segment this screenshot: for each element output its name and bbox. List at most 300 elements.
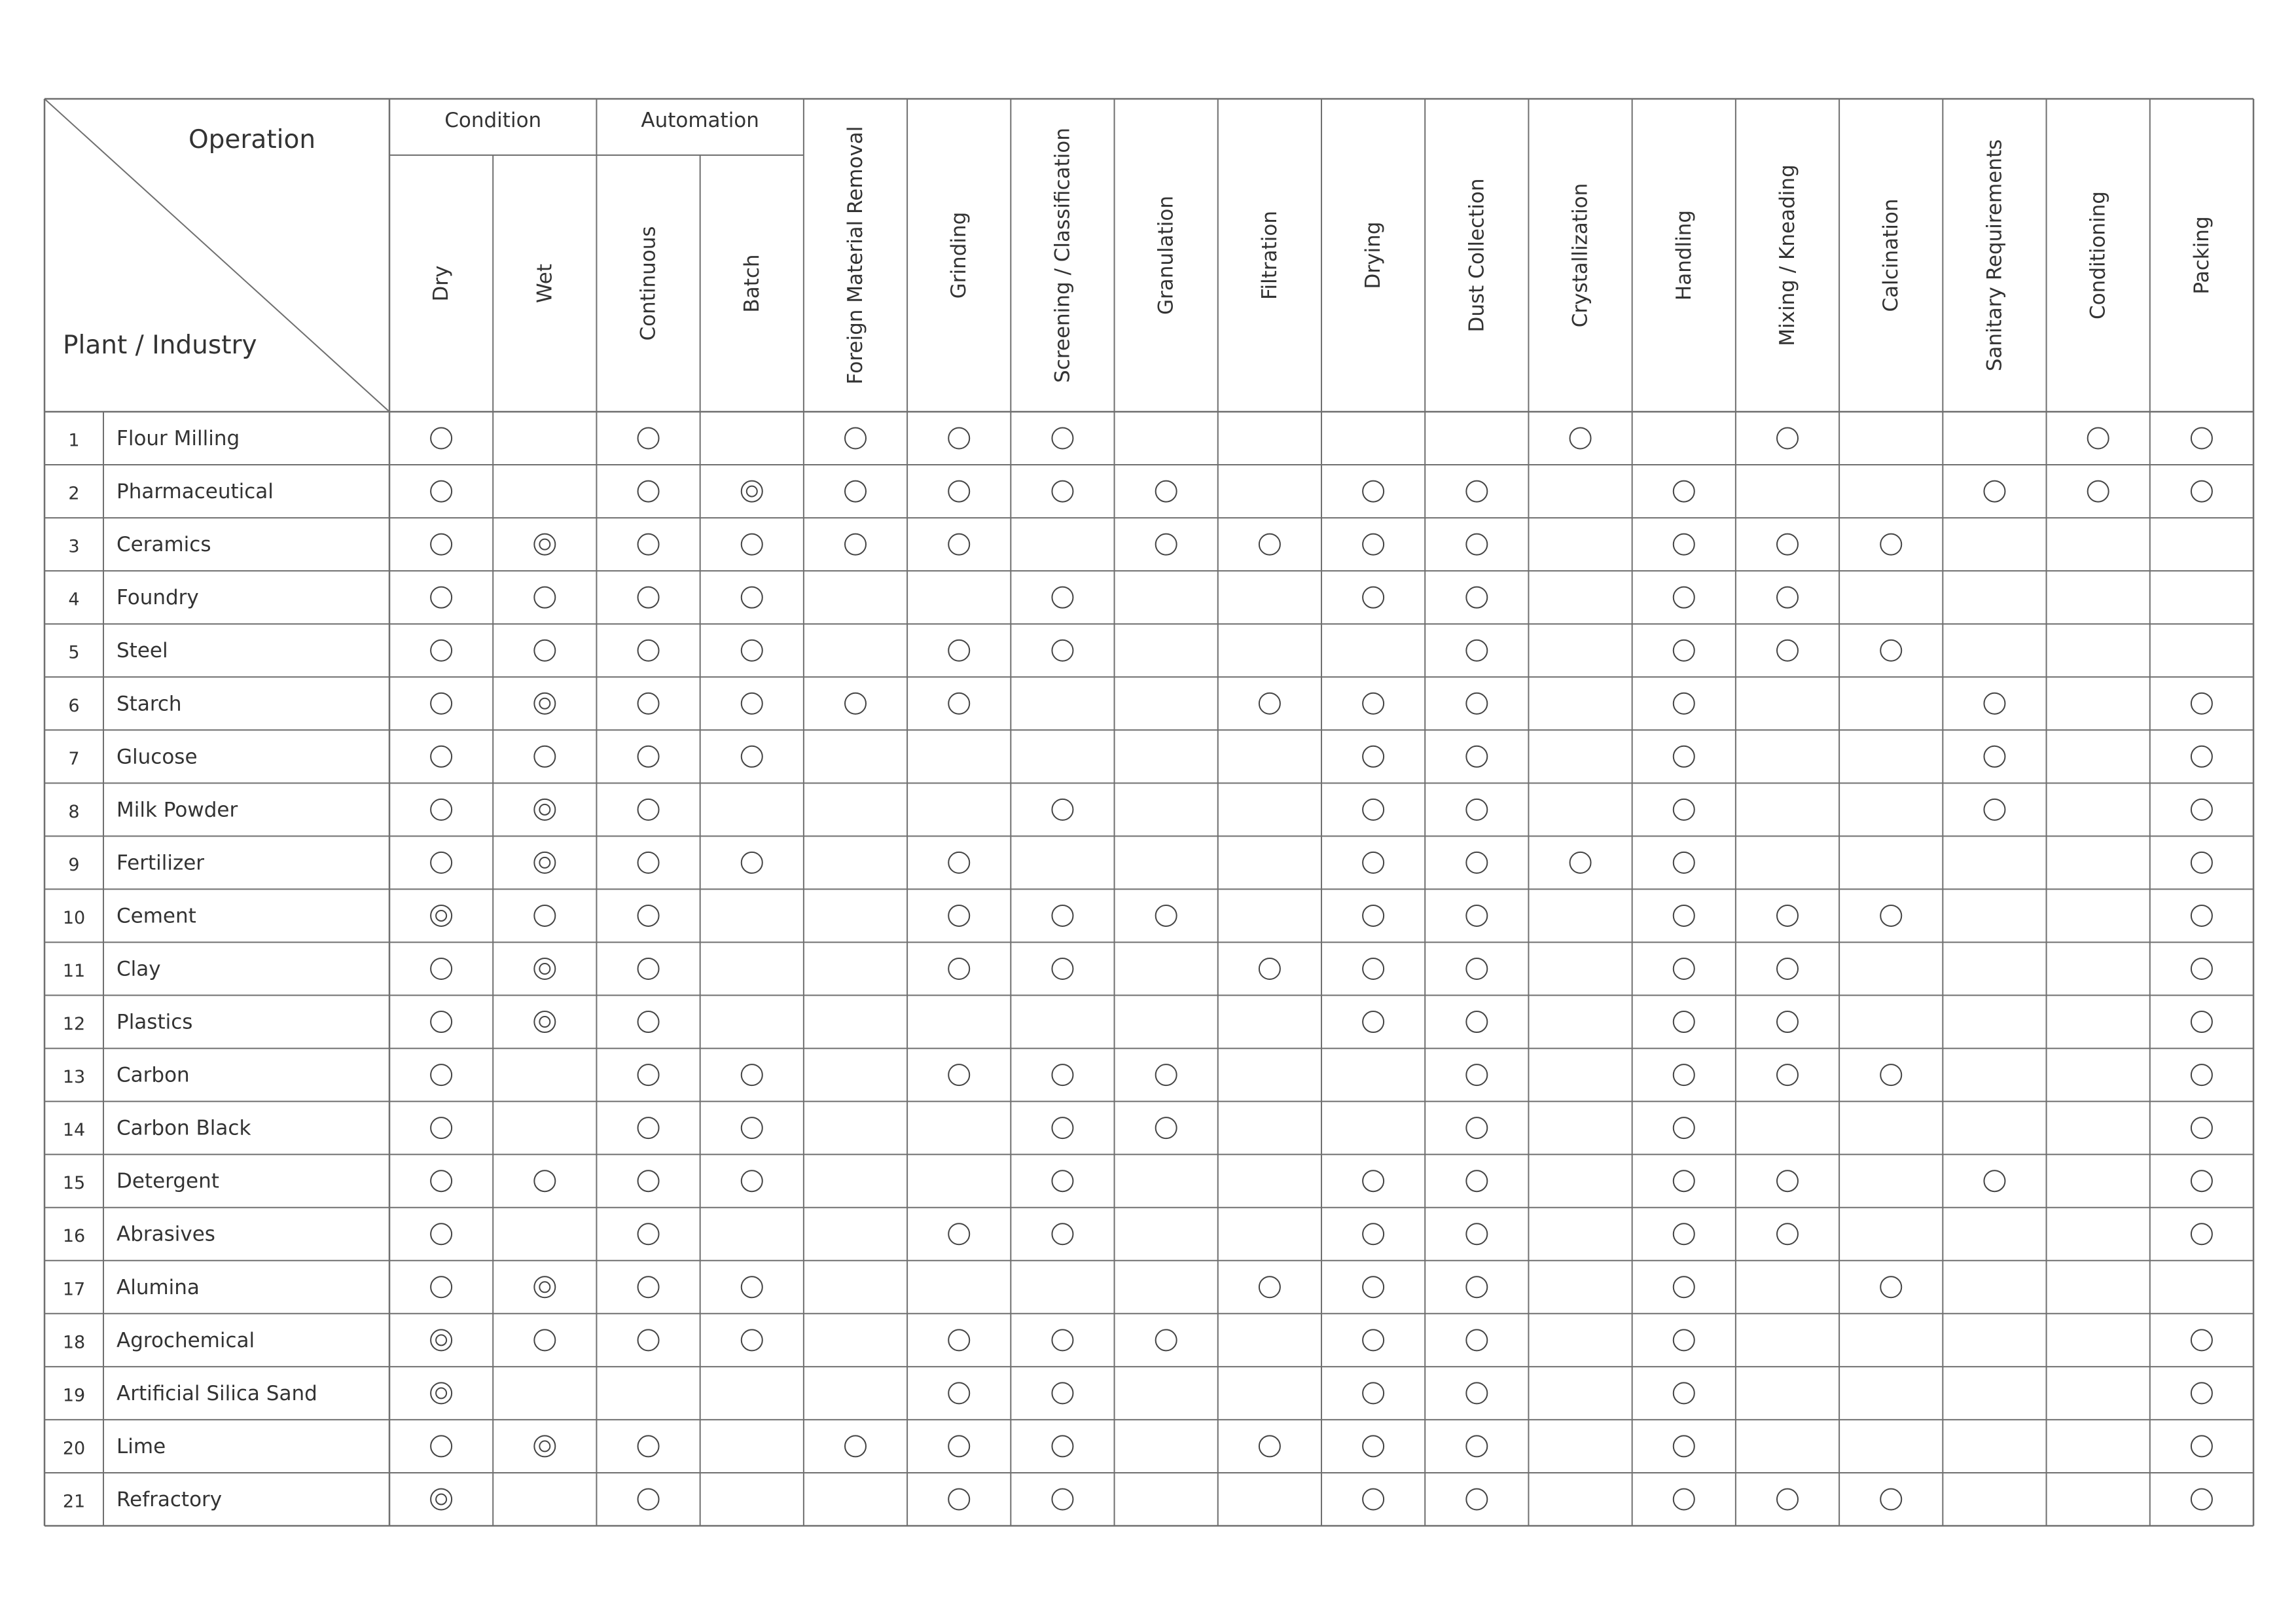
circle-mark	[431, 1276, 452, 1297]
circle-mark	[1570, 852, 1591, 873]
circle-mark	[2191, 852, 2212, 873]
circle-mark	[742, 1170, 762, 1191]
circle-mark	[431, 852, 452, 873]
double-circle-mark	[431, 1489, 452, 1509]
column-header-handling: Handling	[1672, 209, 1696, 301]
circle-mark	[638, 640, 659, 661]
circle-mark	[1674, 1329, 1695, 1350]
double-circle-mark	[534, 1435, 555, 1456]
group-header-automation: Automation	[641, 109, 759, 132]
circle-mark	[1466, 852, 1487, 873]
circle-mark	[1570, 428, 1591, 449]
circle-mark	[2191, 905, 2212, 926]
double-circle-mark	[534, 1276, 555, 1297]
circle-mark	[1777, 534, 1798, 555]
plant-industry-name: Foundry	[117, 586, 199, 610]
table-row	[63, 1011, 2212, 1035]
circle-mark	[638, 1489, 659, 1509]
circle-mark	[742, 640, 762, 661]
plant-industry-name: Agrochemical	[117, 1328, 255, 1352]
plant-industry-name: Alumina	[117, 1275, 200, 1299]
row-number: 16	[62, 1226, 86, 1247]
circle-mark	[1674, 1117, 1695, 1138]
double-circle-mark	[534, 852, 555, 873]
column-header-dry: Dry	[429, 265, 454, 302]
circle-mark	[1363, 1435, 1384, 1456]
circle-mark	[2191, 1489, 2212, 1509]
circle-mark	[2191, 428, 2212, 449]
column-header-drying: Drying	[1361, 221, 1386, 289]
plant-industry-name: Fertilizer	[117, 851, 205, 875]
circle-mark	[1674, 1064, 1695, 1085]
circle-mark	[638, 958, 659, 979]
double-circle-mark	[534, 958, 555, 979]
circle-mark	[1363, 534, 1384, 555]
circle-mark	[948, 1223, 969, 1244]
column-header-granulation: Granulation	[1154, 195, 1178, 316]
circle-mark	[1052, 958, 1073, 979]
double-circle-inner-mark	[539, 964, 550, 974]
circle-mark	[1052, 481, 1073, 502]
circle-mark	[948, 852, 969, 873]
circle-mark	[534, 746, 555, 767]
double-circle-inner-mark	[539, 1441, 550, 1451]
circle-mark	[742, 587, 762, 608]
double-circle-inner-mark	[436, 1388, 446, 1398]
circle-mark	[1363, 905, 1384, 926]
table-row	[63, 1223, 2212, 1247]
circle-mark	[1466, 958, 1487, 979]
circle-mark	[638, 799, 659, 820]
plant-industry-name: Ceramics	[117, 533, 211, 557]
circle-mark	[1363, 587, 1384, 608]
circle-mark	[1984, 799, 2005, 820]
column-header-batch: Batch	[740, 254, 764, 313]
circle-mark	[1674, 587, 1695, 608]
circle-mark	[638, 1329, 659, 1350]
circle-mark	[1777, 1064, 1798, 1085]
circle-mark	[1984, 481, 2005, 502]
circle-mark	[1880, 1276, 1901, 1297]
row-number: 14	[62, 1120, 86, 1141]
circle-mark	[1777, 905, 1798, 926]
circle-mark	[1052, 1435, 1073, 1456]
circle-mark	[1674, 905, 1695, 926]
group-header-condition: Condition	[444, 109, 542, 132]
circle-mark	[948, 534, 969, 555]
circle-mark	[638, 428, 659, 449]
circle-mark	[2191, 1382, 2212, 1403]
circle-mark	[1674, 1276, 1695, 1297]
table-row	[63, 1435, 2212, 1459]
circle-mark	[534, 905, 555, 926]
circle-mark	[1466, 1170, 1487, 1191]
circle-mark	[431, 693, 452, 714]
row-number: 13	[62, 1067, 86, 1088]
circle-mark	[1777, 958, 1798, 979]
circle-mark	[638, 1064, 659, 1085]
circle-mark	[742, 1276, 762, 1297]
circle-mark	[1363, 1223, 1384, 1244]
circle-mark	[1052, 1223, 1073, 1244]
circle-mark	[1052, 587, 1073, 608]
circle-mark	[1363, 958, 1384, 979]
circle-mark	[1880, 905, 1901, 926]
circle-mark	[1156, 1117, 1177, 1138]
circle-mark	[1052, 1064, 1073, 1085]
circle-mark	[1984, 746, 2005, 767]
double-circle-inner-mark	[539, 804, 550, 815]
row-number: 19	[62, 1385, 86, 1406]
double-circle-inner-mark	[436, 1335, 446, 1345]
circle-mark	[1466, 799, 1487, 820]
circle-mark	[2191, 693, 2212, 714]
circle-mark	[1674, 1489, 1695, 1509]
double-circle-mark	[431, 1382, 452, 1403]
circle-mark	[742, 1329, 762, 1350]
plant-industry-name: Carbon Black	[117, 1116, 251, 1140]
row-number: 18	[62, 1332, 86, 1353]
circle-mark	[948, 640, 969, 661]
circle-mark	[948, 428, 969, 449]
circle-mark	[2191, 1329, 2212, 1350]
circle-mark	[2088, 481, 2109, 502]
circle-mark	[1880, 1064, 1901, 1085]
circle-mark	[845, 693, 866, 714]
table-row	[68, 639, 1901, 663]
double-circle-inner-mark	[436, 911, 446, 921]
circle-mark	[1466, 1489, 1487, 1509]
circle-mark	[534, 1170, 555, 1191]
circle-mark	[742, 693, 762, 714]
double-circle-inner-mark	[539, 857, 550, 868]
double-circle-mark	[534, 693, 555, 714]
circle-mark	[1052, 1170, 1073, 1191]
table-row	[63, 904, 2212, 928]
circle-mark	[431, 1011, 452, 1032]
circle-mark	[742, 534, 762, 555]
circle-mark	[1466, 534, 1487, 555]
circle-mark	[2191, 746, 2212, 767]
plant-industry-name: Refractory	[117, 1487, 223, 1511]
plant-industry-name: Detergent	[117, 1169, 219, 1193]
circle-mark	[1156, 481, 1177, 502]
circle-mark	[1880, 534, 1901, 555]
table-row	[63, 1170, 2212, 1194]
circle-mark	[431, 534, 452, 555]
plant-industry-name: Milk Powder	[117, 798, 238, 822]
column-header-continuous: Continuous	[636, 226, 660, 341]
circle-mark	[1674, 1223, 1695, 1244]
circle-mark	[1156, 905, 1177, 926]
double-circle-inner-mark	[436, 1494, 446, 1504]
circle-mark	[1466, 481, 1487, 502]
double-circle-inner-mark	[747, 486, 757, 497]
circle-mark	[1466, 1276, 1487, 1297]
column-header-mixing-kneading: Mixing / Kneading	[1776, 164, 1799, 346]
circle-mark	[1466, 1064, 1487, 1085]
circle-mark	[1363, 481, 1384, 502]
circle-mark	[1674, 1011, 1695, 1032]
column-header-filtration: Filtration	[1257, 210, 1282, 300]
circle-mark	[431, 481, 452, 502]
circle-mark	[431, 1170, 452, 1191]
circle-mark	[1259, 693, 1280, 714]
circle-mark	[1466, 693, 1487, 714]
circle-mark	[1156, 1329, 1177, 1350]
circle-mark	[2191, 1435, 2212, 1456]
table-row	[63, 1276, 1901, 1300]
circle-mark	[1052, 1382, 1073, 1403]
circle-mark	[638, 693, 659, 714]
circle-mark	[1259, 958, 1280, 979]
circle-mark	[1674, 958, 1695, 979]
double-circle-mark	[534, 799, 555, 820]
row-number: 20	[62, 1438, 86, 1459]
circle-mark	[845, 481, 866, 502]
circle-mark	[948, 1064, 969, 1085]
row-number: 21	[62, 1491, 86, 1512]
plant-industry-name: Artificial Silica Sand	[117, 1381, 317, 1405]
circle-mark	[1363, 852, 1384, 873]
circle-mark	[948, 958, 969, 979]
circle-mark	[2191, 1011, 2212, 1032]
table-row	[63, 1064, 2212, 1088]
row-number: 11	[62, 961, 86, 981]
circle-mark	[431, 1435, 452, 1456]
circle-mark	[1259, 534, 1280, 555]
circle-mark	[845, 1435, 866, 1456]
circle-mark	[948, 693, 969, 714]
double-circle-inner-mark	[539, 539, 550, 550]
table-row	[63, 958, 2212, 982]
table-grid	[45, 99, 2253, 1526]
column-header-conditioning: Conditioning	[2086, 191, 2110, 319]
row-number: 7	[68, 748, 80, 769]
circle-mark	[2191, 799, 2212, 820]
circle-mark	[1674, 1382, 1695, 1403]
circle-mark	[1777, 428, 1798, 449]
circle-mark	[948, 905, 969, 926]
column-header-calcination: Calcination	[1879, 198, 1903, 312]
circle-mark	[948, 1435, 969, 1456]
row-number: 8	[68, 801, 80, 822]
circle-mark	[1674, 640, 1695, 661]
circle-mark	[1674, 1435, 1695, 1456]
row-number: 9	[68, 854, 80, 875]
circle-mark	[638, 1276, 659, 1297]
circle-mark	[431, 1064, 452, 1085]
circle-mark	[2191, 1170, 2212, 1191]
column-header-foreign-material-removal: Foreign Material Removal	[844, 126, 867, 385]
column-header-sanitary-requirements: Sanitary Requirements	[1982, 139, 2007, 372]
circle-mark	[1466, 1382, 1487, 1403]
circle-mark	[1052, 905, 1073, 926]
circle-mark	[948, 1382, 969, 1403]
column-header-grinding: Grinding	[947, 211, 971, 299]
circle-mark	[1156, 534, 1177, 555]
circle-mark	[1984, 693, 2005, 714]
circle-mark	[1259, 1435, 1280, 1456]
table-body	[63, 427, 2212, 1511]
circle-mark	[638, 1170, 659, 1191]
circle-mark	[845, 428, 866, 449]
circle-mark	[948, 481, 969, 502]
circle-mark	[948, 1489, 969, 1509]
circle-mark	[845, 534, 866, 555]
circle-mark	[1052, 799, 1073, 820]
table-row	[63, 1329, 2212, 1353]
circle-mark	[1674, 799, 1695, 820]
row-number: 10	[62, 907, 86, 928]
circle-mark	[1466, 1329, 1487, 1350]
circle-mark	[431, 1223, 452, 1244]
circle-mark	[638, 1117, 659, 1138]
circle-mark	[2191, 1223, 2212, 1244]
column-header-wet: Wet	[533, 263, 557, 304]
circle-mark	[1363, 1382, 1384, 1403]
circle-mark	[431, 428, 452, 449]
row-number: 3	[68, 536, 80, 557]
circle-mark	[638, 587, 659, 608]
row-number: 6	[68, 695, 80, 716]
circle-mark	[948, 1329, 969, 1350]
circle-mark	[1674, 1170, 1695, 1191]
table-row	[68, 586, 1798, 610]
plant-industry-name: Plastics	[117, 1010, 193, 1034]
circle-mark	[1052, 1489, 1073, 1509]
circle-mark	[1156, 1064, 1177, 1085]
circle-mark	[431, 799, 452, 820]
column-header-crystallization: Crystallization	[1568, 183, 1592, 328]
circle-mark	[2191, 481, 2212, 502]
table-row	[63, 1382, 2212, 1406]
circle-mark	[1466, 905, 1487, 926]
circle-mark	[1363, 1170, 1384, 1191]
circle-mark	[1052, 1329, 1073, 1350]
circle-mark	[1052, 428, 1073, 449]
circle-mark	[1466, 1117, 1487, 1138]
row-number: 15	[62, 1173, 86, 1194]
double-circle-inner-mark	[539, 1282, 550, 1292]
double-circle-mark	[431, 1329, 452, 1350]
circle-mark	[1777, 1489, 1798, 1509]
plant-industry-name: Flour Milling	[117, 427, 240, 451]
circle-mark	[1777, 587, 1798, 608]
operation-label: Operation	[188, 125, 316, 154]
circle-mark	[1674, 534, 1695, 555]
circle-mark	[431, 1117, 452, 1138]
double-circle-mark	[534, 534, 555, 555]
double-circle-inner-mark	[539, 1017, 550, 1027]
circle-mark	[1777, 1170, 1798, 1191]
circle-mark	[638, 534, 659, 555]
circle-mark	[534, 640, 555, 661]
circle-mark	[1880, 640, 1901, 661]
double-circle-mark	[431, 905, 452, 926]
circle-mark	[1674, 746, 1695, 767]
plant-industry-name: Steel	[117, 639, 168, 663]
circle-mark	[2191, 1117, 2212, 1138]
row-number: 5	[68, 642, 80, 663]
circle-mark	[1259, 1276, 1280, 1297]
circle-mark	[431, 640, 452, 661]
circle-mark	[1363, 1329, 1384, 1350]
circle-mark	[1777, 640, 1798, 661]
row-number: 1	[68, 430, 80, 451]
table-header	[63, 109, 2214, 384]
row-number: 4	[68, 589, 80, 610]
circle-mark	[1674, 481, 1695, 502]
double-circle-mark	[534, 1011, 555, 1032]
column-header-screening-classification: Screening / Classification	[1050, 128, 1075, 383]
circle-mark	[1363, 1011, 1384, 1032]
circle-mark	[638, 1011, 659, 1032]
circle-mark	[742, 746, 762, 767]
column-header-packing: Packing	[2189, 216, 2214, 295]
circle-mark	[431, 746, 452, 767]
table-row	[63, 1488, 2212, 1512]
circle-mark	[1466, 1011, 1487, 1032]
circle-mark	[742, 852, 762, 873]
circle-mark	[638, 852, 659, 873]
plant-industry-name: Lime	[117, 1434, 166, 1458]
circle-mark	[431, 587, 452, 608]
circle-mark	[638, 1435, 659, 1456]
circle-mark	[1363, 693, 1384, 714]
circle-mark	[534, 1329, 555, 1350]
circle-mark	[742, 1117, 762, 1138]
circle-mark	[534, 587, 555, 608]
table-row	[68, 533, 1901, 557]
circle-mark	[638, 481, 659, 502]
circle-mark	[1466, 1435, 1487, 1456]
circle-mark	[2191, 1064, 2212, 1085]
circle-mark	[1466, 1223, 1487, 1244]
plant-industry-name: Starch	[117, 692, 182, 716]
circle-mark	[1363, 746, 1384, 767]
plant-industry-name: Cement	[117, 904, 196, 928]
circle-mark	[1363, 1489, 1384, 1509]
circle-mark	[1777, 1011, 1798, 1032]
circle-mark	[1984, 1170, 2005, 1191]
circle-mark	[2088, 428, 2109, 449]
circle-mark	[1052, 640, 1073, 661]
circle-mark	[1466, 746, 1487, 767]
plant-industry-label: Plant / Industry	[63, 331, 257, 360]
row-number: 2	[68, 483, 80, 504]
double-circle-inner-mark	[539, 698, 550, 709]
circle-mark	[1363, 1276, 1384, 1297]
circle-mark	[1674, 852, 1695, 873]
circle-mark	[638, 746, 659, 767]
plant-industry-name: Abrasives	[117, 1222, 215, 1246]
table-row	[63, 1117, 2212, 1141]
row-number: 17	[62, 1279, 86, 1300]
circle-mark	[742, 1064, 762, 1085]
circle-mark	[638, 905, 659, 926]
circle-mark	[1777, 1223, 1798, 1244]
plant-industry-name: Clay	[117, 957, 161, 981]
plant-industry-name: Pharmaceutical	[117, 480, 274, 504]
plant-industry-name: Carbon	[117, 1063, 190, 1087]
circle-mark	[431, 958, 452, 979]
circle-mark	[2191, 958, 2212, 979]
circle-mark	[1363, 799, 1384, 820]
double-circle-mark	[742, 481, 762, 502]
row-number: 12	[62, 1014, 86, 1035]
plant-industry-name: Glucose	[117, 745, 198, 769]
